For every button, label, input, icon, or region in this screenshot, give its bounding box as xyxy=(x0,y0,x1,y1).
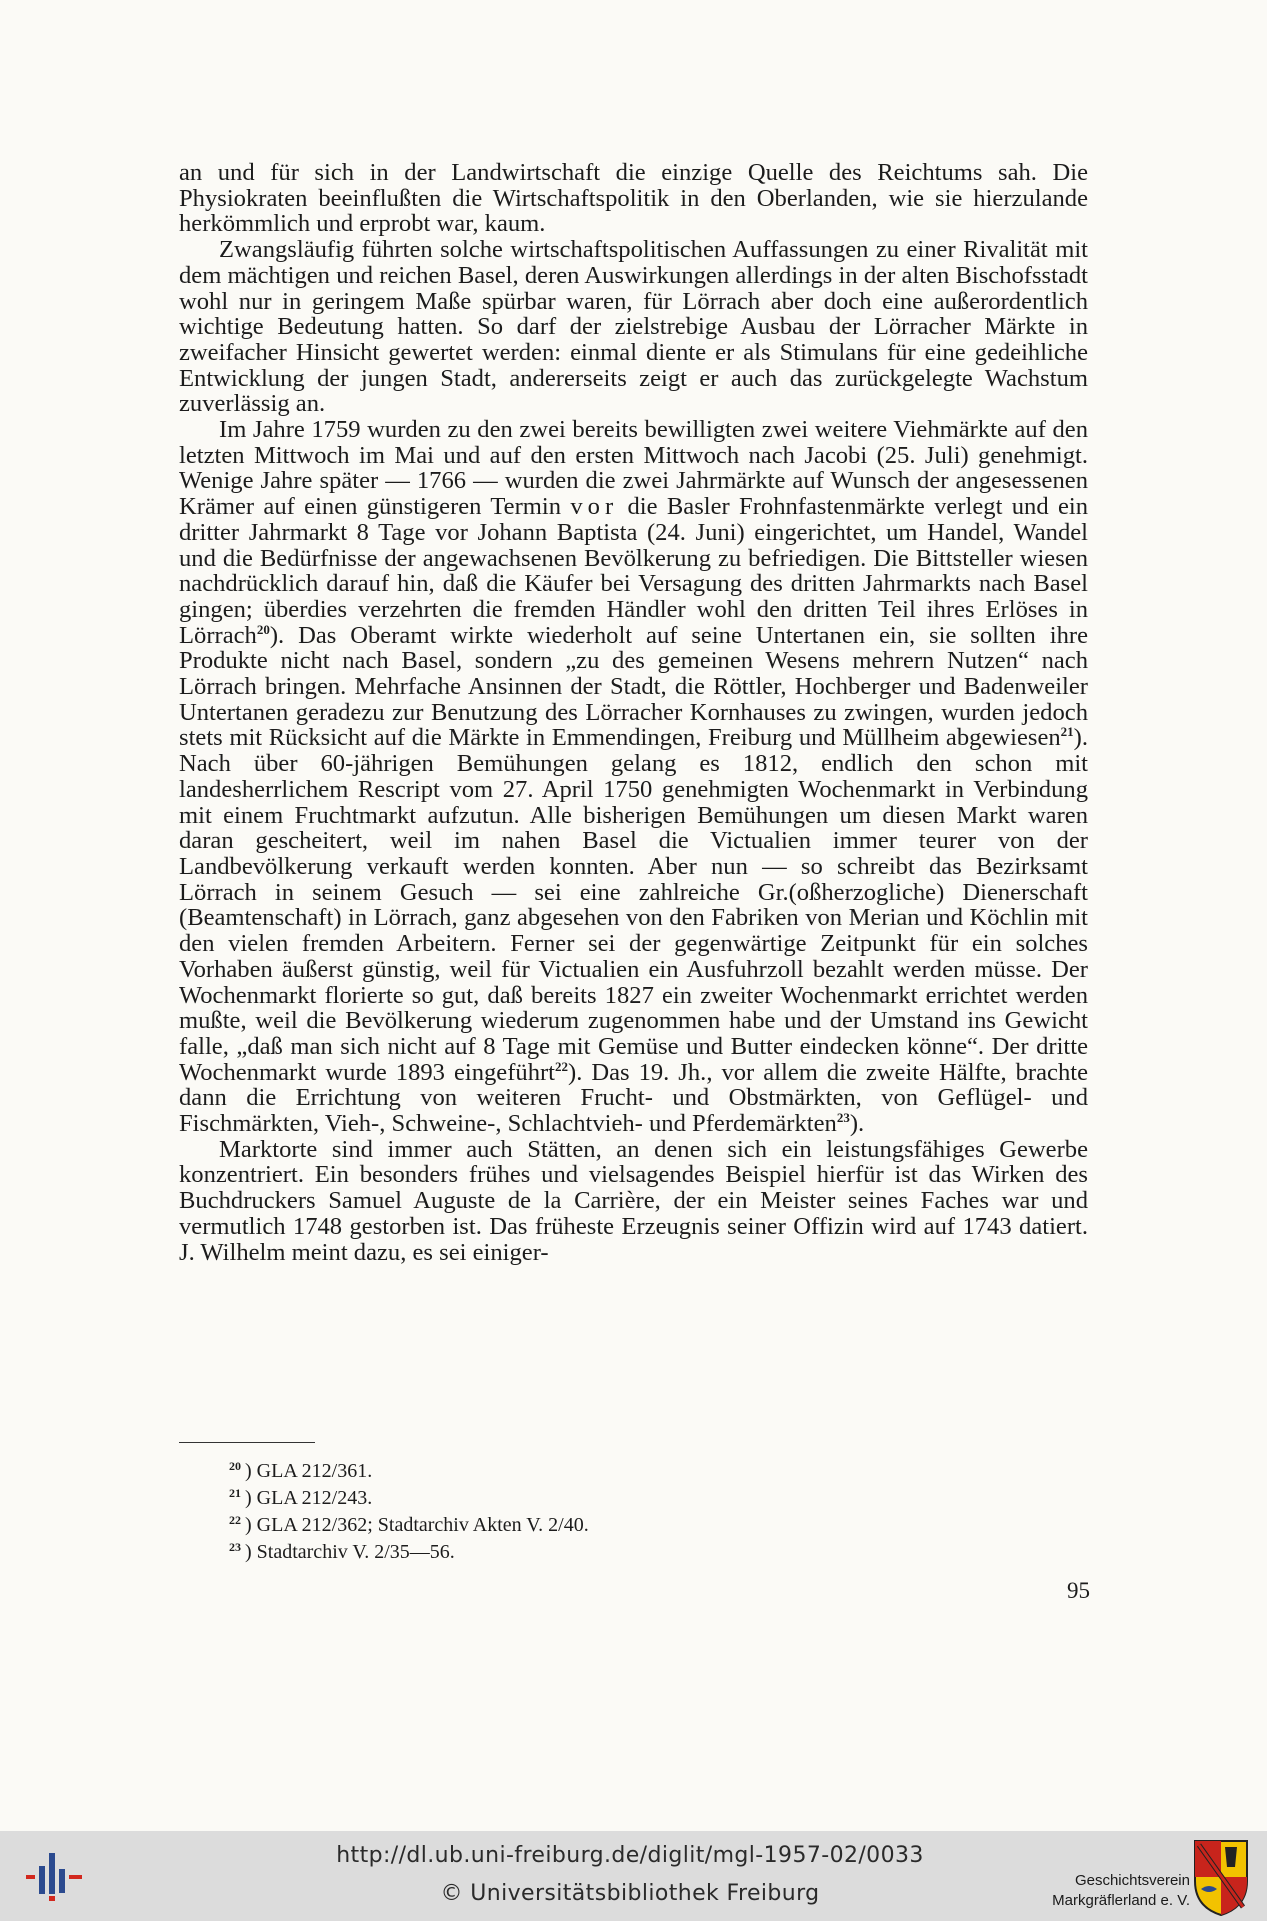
footnote xyxy=(229,1509,929,1536)
ub-freiburg-logo-icon[interactable] xyxy=(26,1851,82,1901)
page-number: 95 xyxy=(1067,1578,1090,1603)
society-name xyxy=(1000,1871,1190,1911)
footnote xyxy=(229,1536,929,1563)
copyright-notice: © Universitätsbibliothek Freiburg xyxy=(440,1881,820,1906)
text-run-spaced: vor xyxy=(570,493,619,521)
footnote-text: ) Stadtarchiv V. 2/35—56. xyxy=(245,1541,455,1563)
footnote-ref[interactable]: 21 xyxy=(1060,724,1074,740)
footnote-number: 21 xyxy=(229,1486,241,1500)
text-run: ). xyxy=(849,1110,865,1138)
permalink-url[interactable]: http://dl.ub.uni-freiburg.de/diglit/mgl-1957-02/0033 xyxy=(336,1843,924,1868)
text-run: Im Jahre 1759 wurden zu den zwei bereits bewilligten zwei weitere Viehmärkte auf den letzten Mittwoch im Mai und auf den ersten Mittwoch nach Jacobi (25. Juli) genehmigt. Wenige Jahre später — 1766 — wurden die zwei Jahrmärkte auf Wunsch der angesessenen Krämer auf einen günstigeren Termin xyxy=(179,416,1088,521)
coat-of-arms-icon[interactable] xyxy=(1191,1837,1251,1917)
footnote-ref[interactable]: 23 xyxy=(836,1110,850,1126)
footnote-text: ) GLA 212/362; Stadtarchiv Akten V. 2/40. xyxy=(245,1514,589,1536)
text-run: die Basler Frohnfastenmärkte verlegt und ein dritter Jahrmarkt 8 Tage vor Johann Baptista (24. Juni) eingerichtet, um Handel, Wandel und die Bedürfnisse der angewachsenen Bevölkerung zu befriedigen. Die Bittsteller wiesen nachdrücklich darauf hin, daß die Käufer bei Versagung des dritten Jahrmarkts nach Basel gingen; überdies verzehrten die fremden Händler wohl den dritten Teil ihres Erlöses in Lörrach xyxy=(179,493,1088,649)
footnote-ref[interactable]: 22 xyxy=(555,1058,569,1074)
paragraph xyxy=(179,417,1088,1137)
footnote-text: ) GLA 212/361. xyxy=(245,1460,373,1482)
society-line: Markgräflerland e. V. xyxy=(1052,1892,1190,1909)
paragraph: Zwangsläufig führten solche wirtschaftspolitischen Auffassungen zu einer Rivalität mit dem mächtigen und reichen Basel, deren Auswirkungen allerdings in der alten Bischofsstadt wohl nur in geringem Maße spürbar waren, für Lörrach aber doch eine außerordentlich wichtige Bedeutung hatten. So darf der zielstrebige Ausbau der Lörracher Märkte in zweifacher Hinsicht gewertet werden: einmal diente er als Stimulans für eine gedeihliche Entwicklung der jungen Stadt, andererseits zeigt er auch das zurückgelegte Wachstum zuverlässig an. xyxy=(179,236,1088,418)
paragraph: Marktorte sind immer auch Stätten, an denen sich ein leistungsfähiges Gewerbe konzentriert. Ein besonders frühes und vielsagendes Beispiel hierfür ist das Wirken des Buchdruckers Samuel Auguste de la Carrière, der ein Meister seines Faches war und vermutlich 1748 gestorben ist. Das früheste Erzeugnis seiner Offizin wird auf 1743 datiert. J. Wilhelm meint dazu, es sei einiger- xyxy=(179,1135,1088,1266)
footer-bar xyxy=(0,1831,1267,1921)
footnote xyxy=(229,1455,929,1482)
paragraph: an und für sich in der Landwirtschaft die einzige Quelle des Reichtums sah. Die Physiokraten beeinflußten die Wirtschaftspolitik in den Oberlanden, wie sie hierzulande herkömmlich und erprobt war, kaum. xyxy=(179,159,1088,238)
text-run: ). Das 19. Jh., vor allem die zweite Hälfte, brachte dann die Errichtung von weiteren Frucht- und Obstmärkten, von Geflügel- und Fischmärkten, Vieh-, Schweine-, Schlachtvieh- und Pferdemärkten xyxy=(179,1058,1088,1138)
footnote-number: 22 xyxy=(229,1513,241,1527)
footnote-ref[interactable]: 20 xyxy=(256,621,270,637)
footnote-number: 23 xyxy=(229,1540,241,1554)
body-text xyxy=(179,160,1088,1265)
footnote-divider xyxy=(179,1442,315,1443)
footnote-number: 20 xyxy=(229,1459,241,1473)
footnotes xyxy=(229,1455,929,1563)
text-run: ). Nach über 60-jährigen Bemühungen gelang es 1812, endlich den schon mit landesherrlichem Rescript vom 27. April 1750 genehmigten Wochenmarkt in Verbindung mit einem Fruchtmarkt aufzutun. Alle bisherigen Bemühungen um diesen Markt waren daran gescheitert, weil im nahen Basel die Victualien immer teurer von der Landbevölkerung verkauft werden konnten. Aber nun — so schreibt das Bezirksamt Lörrach in seinem Gesuch — sei eine zahlreiche Gr.(oßherzogliche) Dienerschaft (Beamtenschaft) in Lörrach, ganz abgesehen von den Fabriken von Merian und Köchlin mit den vielen fremden Arbeitern. Ferner sei der gegenwärtige Zeitpunkt für ein solches Vorhaben äußerst günstig, weil für Victualien ein Ausfuhrzoll bezahlt werden müsse. Der Wochenmarkt florierte so gut, daß bereits 1827 ein zweiter Wochenmarkt errichtet werden mußte, weil die Bevölkerung wiederum zugenommen habe und der Umstand ins Gewicht falle, „daß man sich nicht auf 8 Tage mit Gemüse und Butter eindecken könne“. Der dritte Wochenmarkt wurde 1893 eingeführt xyxy=(179,724,1088,1086)
footnote xyxy=(229,1482,929,1509)
footnote-text: ) GLA 212/243. xyxy=(245,1487,373,1509)
text-run: ). Das Oberamt wirkte wiederholt auf seine Untertanen ein, sie sollten ihre Produkte nicht nach Basel, sondern „zu des gemeinen Wesens mehrern Nutzen“ nach Lörrach bringen. Mehrfache Ansinnen der Stadt, die Röttler, Hochberger und Badenweiler Untertanen geradezu zur Benutzung des Lörracher Kornhauses zu zwingen, wurden jedoch stets mit Rücksicht auf die Märkte in Emmendingen, Freiburg und Müllheim abgewiesen xyxy=(179,621,1088,752)
society-line: Geschichtsverein xyxy=(1074,1872,1190,1889)
